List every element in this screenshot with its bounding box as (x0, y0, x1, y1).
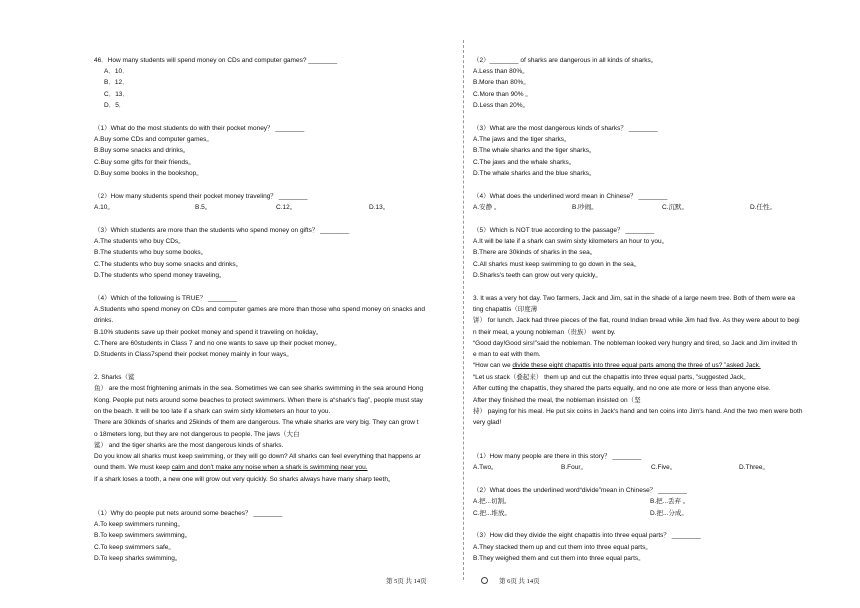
question-3-option-c: C.The students who buy some snacks and drinks。 (94, 261, 243, 268)
passage-2-line: 鱼） are the most frightening animals in the sea. Sometimes we can see sharks swimming in the sea around Hong (94, 385, 424, 392)
story-question-3-option-a: A.They stacked them up and cut them into three equal parts。 (473, 544, 652, 551)
passage-3-line: n their meal, a young nobleman（贵族） went by. (473, 329, 616, 336)
passage-3-text: ”asked Jack. (722, 362, 761, 369)
question-2-option-b: B.5。 (195, 204, 212, 211)
sharks-question-4-option-a: A.安静 。 (473, 204, 501, 211)
sharks-question-5-option-a: A.It will be late if a shark can swim sixty kilometers an hour to you。 (473, 238, 669, 245)
question-4-option-b: B.10% students save up their pocket money and spend it traveling on holiday。 (94, 329, 323, 336)
passage-3-line: very glad! (473, 419, 502, 426)
passage-3-text: “How can we (473, 362, 513, 369)
story-question-2-stem: （2）What does the underlined word“divide”mean in Chinese？ ________ (473, 487, 687, 494)
sharks-question-2-option-b: B.More than 80%。 (473, 79, 530, 86)
question-4-option-a: A.Students who spend money on CDs and computer games are more than those who spend money on snacks and (94, 306, 425, 313)
sharks-question-3-option-c: C.The jaws and the whale sharks。 (473, 159, 576, 166)
passage-3-line: “Good day!Good sirs!”said the nobleman. The nobleman looked very hungry and tired, so Jack and Jim invited th (473, 340, 797, 347)
sharks-question-2-option-c: C.More than 90% 。 (473, 91, 532, 98)
sharks-question-3-option-b: B.The whale sharks and the tiger sharks。 (473, 147, 596, 154)
sharks-question-1-stem: （1）Why do people put nets around some beaches？ ________ (94, 510, 283, 517)
question-4-option-d: D.Students in Class7spend their pocket money mainly in four ways。 (94, 351, 293, 358)
sharks-question-4-option-d: D.任性。 (750, 204, 776, 211)
question-3-option-a: A.The students who buy CDs。 (94, 238, 185, 245)
underlined-phrase: divide these eight chapattis into three equal parts among the three of us? (512, 362, 723, 369)
sharks-question-5-stem: （5）Which is NOT true according to the passage？ ________ (473, 227, 655, 234)
question-46-stem: 46．How many students will spend money on CDs and computer games? ________ (94, 57, 338, 64)
question-1-option-a: A.Buy some CDs and computer games。 (94, 136, 213, 143)
story-question-2-option-d: D.把...分成。 (650, 510, 688, 517)
sharks-question-3-option-a: A.The jaws and the tiger sharks。 (473, 136, 571, 143)
story-question-1-option-b: B.Four。 (561, 464, 588, 471)
passage-2-line: o 18meters long, but they are not dangerous to people. The jaws（大白 (94, 431, 300, 438)
sharks-question-5-option-c: C.All sharks must keep swimming to go down in the sea。 (473, 261, 641, 268)
story-question-1-option-c: C.Five。 (651, 464, 677, 471)
question-4-option-c: C.There are 60students in Class 7 and no one wants to save up their pocket money。 (94, 340, 341, 347)
passage-3-line: 饼） for lunch. Jack had three pieces of the flat, round Indian bread while Jim had five. As they were about to begi (473, 317, 800, 324)
sharks-question-5-option-b: B.There are 30kinds of sharks in the sea。 (473, 249, 597, 256)
page-footer-right: 第 6页 共 14页 (499, 578, 540, 585)
passage-3-line: 持） paying for his meal. He put six coins in Jack's hand and ten coins into Jim's hand. And the two men were both (473, 408, 803, 415)
sharks-question-1-option-c: C.To keep swimmers safe。 (94, 544, 175, 551)
passage-3-line: After they finished the meal, the nobleman insisted on（坚 (473, 397, 641, 404)
story-question-3-stem: （3）How did they divide the eight chapattis into three equal parts？ ________ (473, 532, 701, 539)
question-4-option-a-cont: drinks. (94, 317, 114, 324)
passage-2-line: on the beach. It will be too late if a shark can swim sixty kilometers an hour to you. (94, 408, 331, 415)
question-1-option-b: B.Buy some snacks and drinks。 (94, 147, 190, 154)
passage-3-line: ting chapattis（印度薄 (473, 306, 538, 313)
passage-2-line: Kong. People put nets around some beaches to protect swimmers. When there is a“shark's flag”, people must stay (94, 397, 423, 404)
story-question-2-option-a: A.把...切割。 (473, 498, 511, 505)
sharks-question-3-stem: （3）What are the most dangerous kinds of sharks？ ________ (473, 125, 658, 132)
question-3-stem: （3）Which students are more than the students who spend money on gifts？ ________ (94, 227, 350, 234)
sharks-question-4-option-b: B.吵闹。 (572, 204, 598, 211)
story-question-2-option-c: C.把...堆放。 (473, 510, 511, 517)
underlined-phrase: calm and don't make any noise when a shark is swimming near you. (171, 464, 368, 471)
question-2-option-d: D.13。 (369, 204, 390, 211)
story-question-3-option-b: B.They weighed them and cut them into three equal parts。 (473, 555, 645, 562)
passage-2-line: If a shark loses a tooth, a new one will grow out very quickly. So sharks always have many sharp teeth。 (94, 476, 395, 483)
question-3-option-d: D.The students who spend money traveling。 (94, 272, 226, 279)
question-46-option-c: C．13． (104, 91, 129, 98)
sharks-question-4-stem: （4）What does the underlined word mean in Chinese？ ________ (473, 193, 668, 200)
question-1-option-d: D.Buy some books in the bookshop。 (94, 170, 203, 177)
story-question-1-stem: （1）How many people are there in this story？ ________ (473, 453, 642, 460)
passage-3-line: “Let us stack（叠起来） them up and cut the chapattis into three equal parts, ”suggested Jack。 (473, 374, 750, 381)
question-1-option-c: C.Buy some gifts for their friends。 (94, 159, 195, 166)
passage-2-line: Do you know all sharks must keep swimming, or they will go down? All sharks can feel everything that happens ar (94, 453, 421, 460)
passage-3-line (473, 361, 761, 370)
question-3-option-b: B.The students who buy some books。 (94, 249, 208, 256)
right-page (466, 0, 860, 608)
passage-3-line: 3. It was a very hot day. Two farmers, Jack and Jim, sat in the shade of a large neem tree. Both of them were ea (473, 295, 796, 302)
sharks-question-3-option-d: D.The whale sharks and the blue sharks。 (473, 170, 596, 177)
passage-2-line: 鲨） and the tiger sharks are the most dangerous kinds of sharks. (94, 442, 284, 449)
sharks-question-1-option-a: A.To keep swimmers running。 (94, 521, 184, 528)
passage-2-line: There are 30kinds of sharks and 25kinds of them are dangerous. The whale sharks are very big. They can grow t (94, 419, 419, 426)
question-2-option-c: C.12。 (276, 204, 297, 211)
question-46-option-a: A．10． (104, 68, 129, 75)
sharks-question-2-option-a: A.Less than 80%。 (473, 68, 529, 75)
sharks-question-1-option-d: D.To keep sharks swimming。 (94, 555, 182, 562)
sharks-question-2-option-d: D.Less than 20%。 (473, 102, 530, 109)
question-46-option-b: B．12． (104, 79, 129, 86)
question-2-stem: （2）How many students spend their pocket money traveling？ ________ (94, 193, 308, 200)
passage-3-line: After cutting the chapattis, they shared the parts equally, and no one ate more or less than anyone else. (473, 385, 771, 392)
question-4-stem: （4）Which of the following is TRUE？ ________ (94, 295, 237, 302)
story-question-1-option-a: A.Two。 (473, 464, 498, 471)
sharks-question-1-option-b: B.To keep swimmers swimming。 (94, 532, 192, 539)
question-46-option-d: D．5． (104, 102, 126, 109)
story-question-2-option-b: B.把...丢弃 。 (650, 498, 690, 505)
page-divider (463, 40, 464, 580)
sharks-question-5-option-d: D.Sharks's teeth can grow out very quickly。 (473, 272, 602, 279)
question-2-option-a: A.10。 (94, 204, 114, 211)
passage-2-text: ound them. We must keep (94, 464, 172, 471)
sharks-question-4-option-c: C.沉默。 (662, 204, 688, 211)
passage-2-line: 2. Sharks（鲨 (94, 374, 135, 381)
passage-3-line: e man to eat with them. (473, 351, 541, 358)
sharks-question-2-stem: （2）________ of sharks are dangerous in all kinds of sharks。 (473, 57, 658, 64)
question-1-stem: （1）What do the most students do with their pocket money？ ________ (94, 125, 305, 132)
story-question-1-option-d: D.Three。 (739, 464, 769, 471)
passage-2-line (94, 463, 368, 472)
page-footer-left: 第 5页 共 14页 (386, 578, 427, 585)
